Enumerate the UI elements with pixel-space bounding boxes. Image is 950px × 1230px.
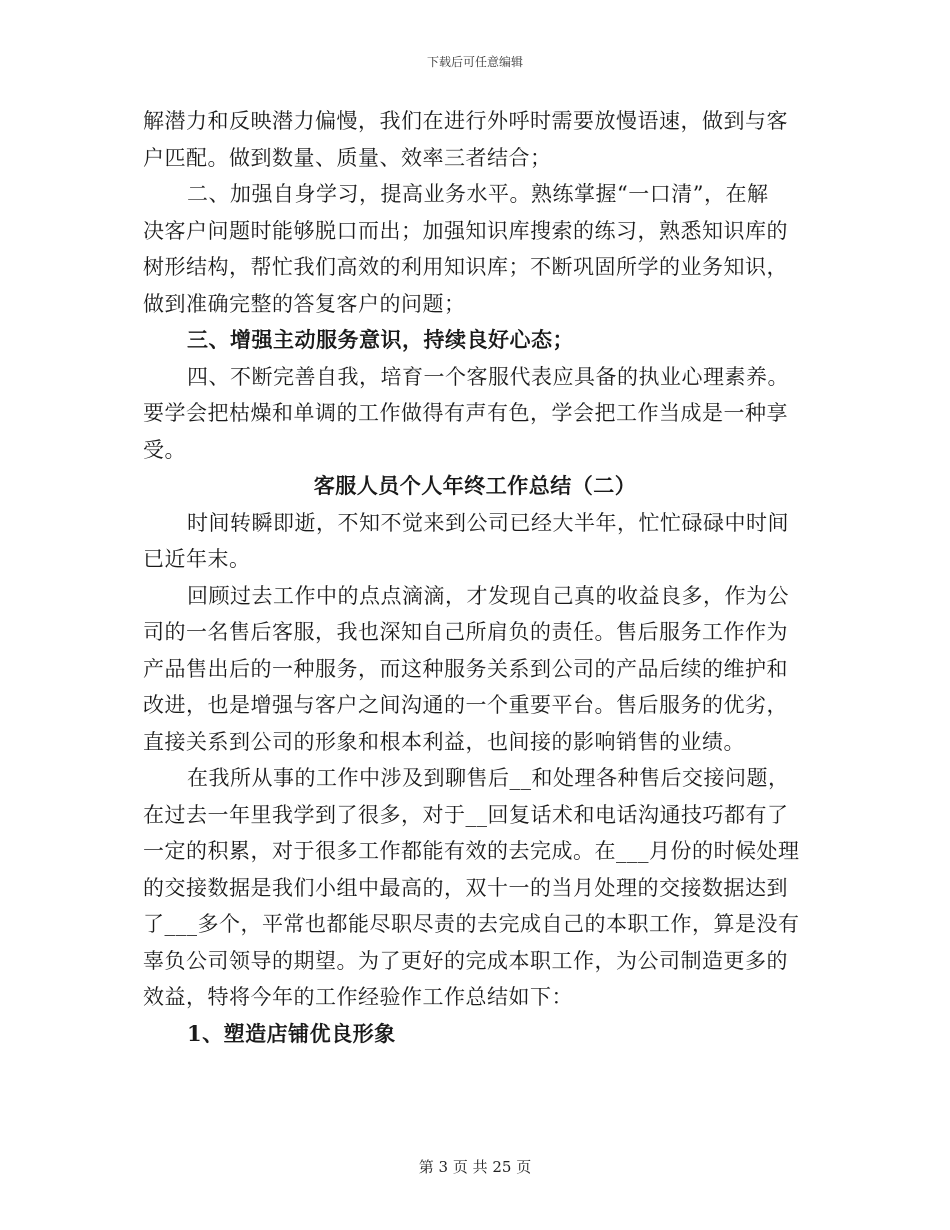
- text-line: 直接关系到公司的形象和根本利益，也间接的影响销售的业绩。: [143, 729, 745, 754]
- document-title: 客服人员个人年终工作总结（二）: [313, 473, 637, 498]
- page-header: 下载后可任意编辑: [426, 55, 523, 69]
- text-line: 做到准确完整的答复客户的问题；: [143, 291, 466, 316]
- text-line: 要学会把枯燥和单调的工作做得有声有色，学会把工作当成是一种享: [143, 401, 788, 425]
- text-line: 效益，特将今年的工作经验作工作总结如下：: [143, 985, 573, 1009]
- text-line: 的交接数据是我们小组中最高的，双十一的当月处理的交接数据达到: [143, 875, 788, 900]
- text-line: 决客户问题时能够脱口而出；加强知识库搜索的练习，熟悉知识库的: [143, 218, 788, 243]
- text-line: 树形结构，帮忙我们高效的利用知识库；不断巩固所学的业务知识，: [143, 255, 788, 279]
- text-line: 一定的积累，对于很多工作都能有效的去完成。在___月份的时候处理: [143, 839, 800, 863]
- text-line: 辜负公司领导的期望。为了更好的完成本职工作，为公司制造更多的: [143, 948, 788, 973]
- section-heading: 1、塑造店铺优良形象: [187, 1020, 396, 1046]
- text-line: 受。: [143, 437, 186, 462]
- text-line: 在我所从事的工作中涉及到聊售后__和处理各种售后交接问题，: [187, 766, 790, 790]
- text-line: 改进，也是增强与客户之间沟通的一个重要平台。售后服务的优劣，: [143, 693, 788, 717]
- text-line: 四、不断完善自我，培育一个客服代表应具备的执业心理素养。: [187, 364, 789, 389]
- text-line: 司的一名售后客服，我也深知自己所肩负的责任。售后服务工作作为: [143, 620, 788, 644]
- text-line: 在过去一年里我学到了很多，对于__回复话术和电话沟通技巧都有了: [143, 802, 789, 827]
- text-line: 了___多个，平常也都能尽职尽责的去完成自己的本职工作，算是没有: [143, 912, 800, 936]
- text-line: 回顾过去工作中的点点滴滴，才发现自己真的收益良多，作为公: [187, 583, 789, 608]
- text-line: 解潜力和反映潜力偏慢，我们在进行外呼时需要放慢语速，做到与客: [143, 109, 788, 133]
- text-line: 已近年末。: [143, 547, 251, 571]
- section-heading: 三、增强主动服务意识，持续良好心态；: [187, 327, 574, 352]
- page-footer: 第 3 页 共 25 页: [418, 1158, 532, 1176]
- text-line: 二、加强自身学习，提高业务水平。熟练掌握“一口清”，在解: [187, 182, 769, 206]
- text-line: 产品售出后的一种服务，而这种服务关系到公司的产品后续的维护和: [143, 656, 788, 681]
- text-line: 户匹配。做到数量、质量、效率三者结合；: [143, 145, 552, 170]
- text-line: 时间转瞬即逝，不知不觉来到公司已经大半年，忙忙碌碌中时间: [187, 510, 789, 535]
- document-body: [143, 103, 807, 1052]
